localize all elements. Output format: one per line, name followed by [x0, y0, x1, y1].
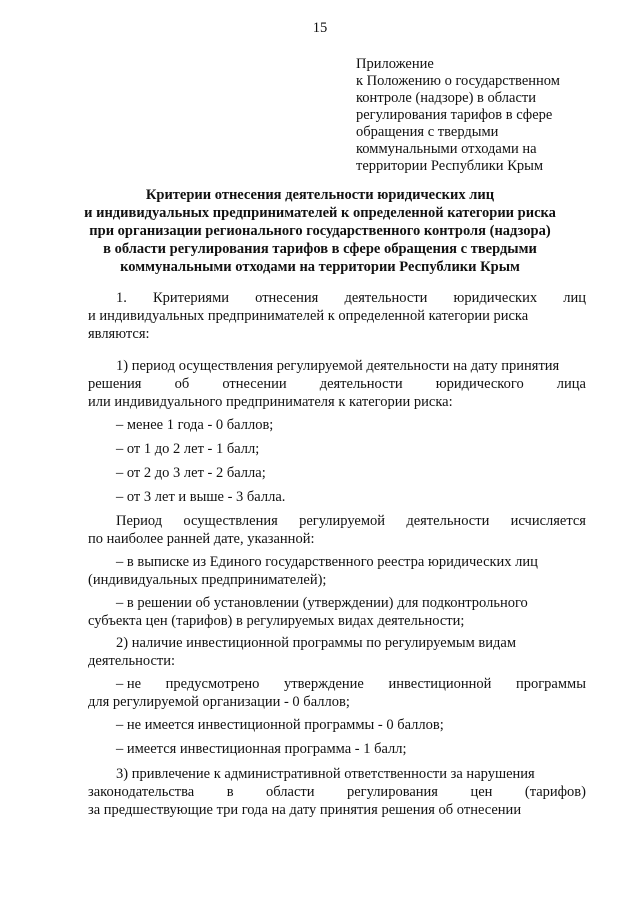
paragraph-2 — [88, 357, 586, 411]
appendix-line: территории Республики Крым — [356, 158, 544, 174]
word: в — [226, 784, 234, 800]
word: отнесении — [222, 376, 287, 392]
word: деятельности — [344, 290, 428, 306]
word: регулирования — [346, 784, 438, 800]
word: деятельности — [406, 513, 490, 529]
list-item: – от 1 до 2 лет - 1 балл; — [116, 441, 260, 457]
paragraph-line — [116, 289, 586, 307]
word: Период — [116, 513, 163, 529]
word: области — [266, 784, 315, 800]
word: юридического — [435, 376, 524, 392]
paragraph-line: 1) период осуществления регулируемой деятельности на дату принятия — [116, 358, 560, 374]
paragraph-5 — [88, 594, 586, 630]
word: об — [174, 376, 190, 392]
list-item: – менее 1 года - 0 баллов; — [116, 417, 274, 433]
title-line: и индивидуальных предпринимателей к определенной категории риска — [84, 205, 556, 221]
paragraph-line — [88, 783, 586, 801]
word: цен — [470, 784, 493, 800]
title-line: в области регулирования тарифов в сфере обращения с твердыми — [103, 241, 537, 257]
paragraph-line: (индивидуальных предпринимателей); — [88, 572, 327, 588]
word: регулируемой — [299, 513, 386, 529]
appendix-line: к Положению о государственном — [356, 73, 560, 89]
paragraph-3 — [88, 512, 586, 548]
paragraph-line: и индивидуальных предпринимателей к определенной категории риска — [88, 308, 529, 324]
document-title — [0, 186, 640, 276]
word: предусмотрено — [165, 676, 260, 692]
word: – не — [116, 676, 142, 692]
paragraph-8 — [88, 765, 586, 819]
word: лица — [556, 376, 586, 392]
title-line: при организации регионального государственного контроля (надзора) — [89, 223, 551, 239]
paragraph-line: субъекта цен (тарифов) в регулируемых видах деятельности; — [88, 613, 465, 629]
word: осуществления — [183, 513, 278, 529]
word: Критериями — [152, 290, 230, 306]
appendix-line: регулирования тарифов в сфере — [356, 107, 553, 123]
word: утверждение — [284, 676, 364, 692]
word: решения — [88, 376, 142, 392]
word: деятельности — [319, 376, 403, 392]
paragraph-line: 3) привлечение к административной ответственности за нарушения — [116, 766, 535, 782]
paragraph-line: – в выписке из Единого государственного реестра юридических лиц — [116, 554, 538, 570]
paragraph-line: или индивидуального предпринимателя к категории риска: — [88, 394, 453, 410]
appendix-note — [356, 56, 596, 175]
list-item: – от 2 до 3 лет - 2 балла; — [116, 465, 266, 481]
appendix-line: Приложение — [356, 56, 434, 72]
list-item: – от 3 лет и выше - 3 балла. — [116, 489, 286, 505]
appendix-line: обращения с твердыми — [356, 124, 499, 140]
word: отнесения — [255, 290, 319, 306]
word: программы — [515, 676, 586, 692]
paragraph-line — [88, 375, 586, 393]
appendix-line: коммунальными отходами на — [356, 141, 537, 157]
paragraph-line: – в решении об установлении (утверждении) для подконтрольного — [116, 595, 528, 611]
word: (тарифов) — [524, 784, 586, 800]
list-item: – имеется инвестиционная программа - 1 балл; — [116, 741, 407, 757]
paragraph-7 — [88, 675, 586, 711]
page-number: 15 — [312, 20, 328, 36]
paragraph-line: для регулируемой организации - 0 баллов; — [88, 694, 350, 710]
word: юридических — [453, 290, 538, 306]
paragraph-line — [116, 512, 586, 530]
word: 1. — [116, 290, 127, 306]
list-item: – не имеется инвестиционной программы - 0 баллов; — [116, 717, 444, 733]
word: исчисляется — [510, 513, 586, 529]
paragraph-6 — [88, 634, 586, 670]
word: законодательства — [88, 784, 195, 800]
paragraph-1 — [88, 289, 586, 343]
paragraph-line — [116, 675, 586, 693]
paragraph-line: 2) наличие инвестиционной программы по регулируемым видам — [116, 635, 517, 651]
paragraph-line: являются: — [88, 326, 150, 342]
title-line: Критерии отнесения деятельности юридических лиц — [145, 187, 495, 203]
paragraph-line: деятельности: — [88, 653, 176, 669]
paragraph-4 — [88, 553, 586, 589]
paragraph-line: за предшествующие три года на дату принятия решения об отнесении — [88, 802, 522, 818]
word: инвестиционной — [388, 676, 492, 692]
paragraph-line: по наиболее ранней дате, указанной: — [88, 531, 315, 547]
appendix-line: контроле (надзоре) в области — [356, 90, 536, 106]
title-line: коммунальными отходами на территории Республики Крым — [120, 259, 520, 275]
word: лиц — [563, 290, 586, 306]
